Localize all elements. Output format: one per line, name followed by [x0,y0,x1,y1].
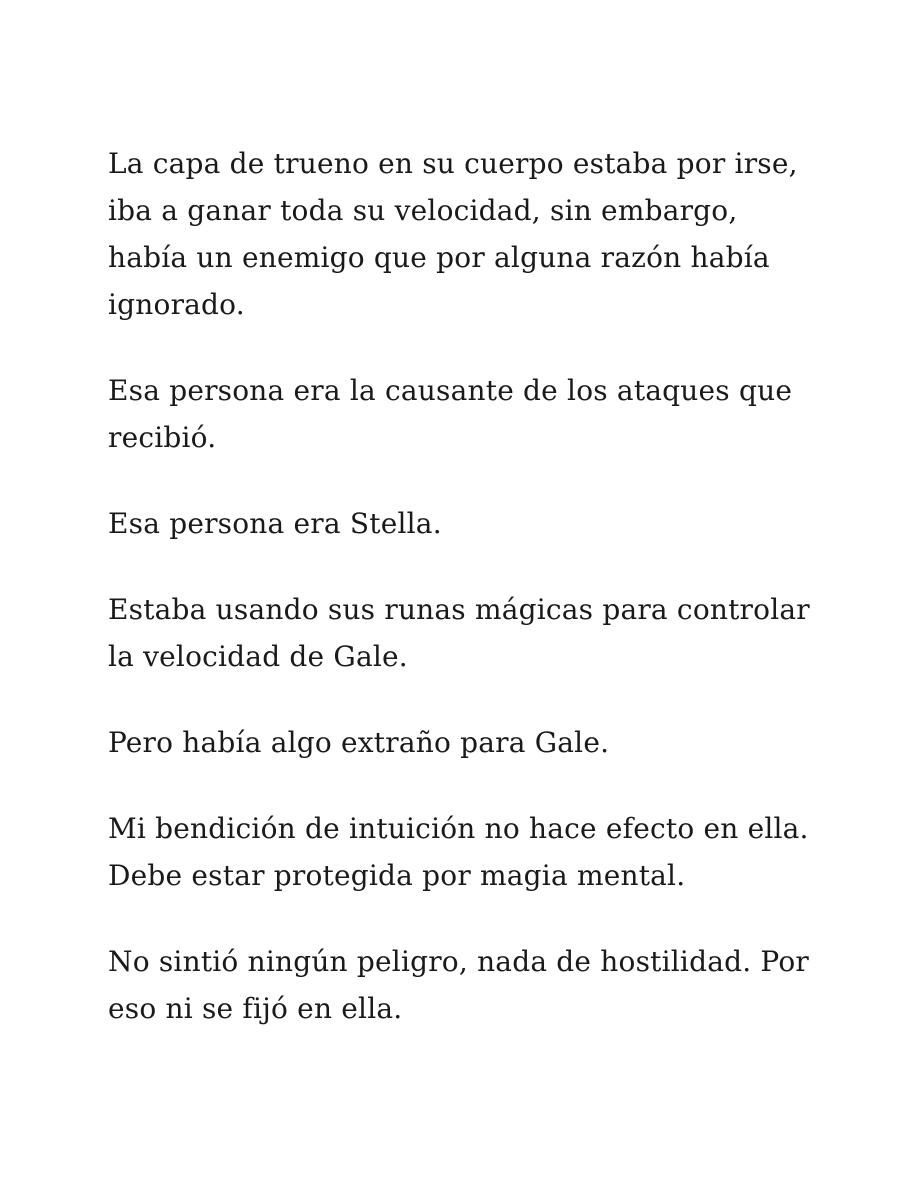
text-line: ignorado. [108,288,245,321]
paragraph-4 [108,586,808,680]
paragraph-2 [108,367,808,461]
text-line: Debe estar protegida por magia mental. [108,859,686,892]
text-line: La capa de trueno en su cuerpo estaba por irse, [108,147,798,180]
text-line: Estaba usando sus runas mágicas para controlar [108,593,810,626]
paragraph-7 [108,938,808,1032]
text-line: la velocidad de Gale. [108,640,408,673]
text-column [108,140,808,1071]
paragraph-5 [108,719,808,766]
text-line: Esa persona era la causante de los ataques que [108,374,793,407]
text-line: Pero había algo extraño para Gale. [108,726,610,759]
text-line: Esa persona era Stella. [108,507,442,540]
paragraph-6 [108,805,808,899]
paragraph-1 [108,140,808,328]
text-line: eso ni se fijó en ella. [108,992,403,1025]
text-line: recibió. [108,421,217,454]
text-line: iba a ganar toda su velocidad, sin embargo, [108,194,738,227]
text-line: había un enemigo que por alguna razón había [108,241,770,274]
text-line: No sintió ningún peligro, nada de hostilidad. Por [108,945,809,978]
text-line: Mi bendición de intuición no hace efecto en ella. [108,812,809,845]
paragraph-3 [108,500,808,547]
